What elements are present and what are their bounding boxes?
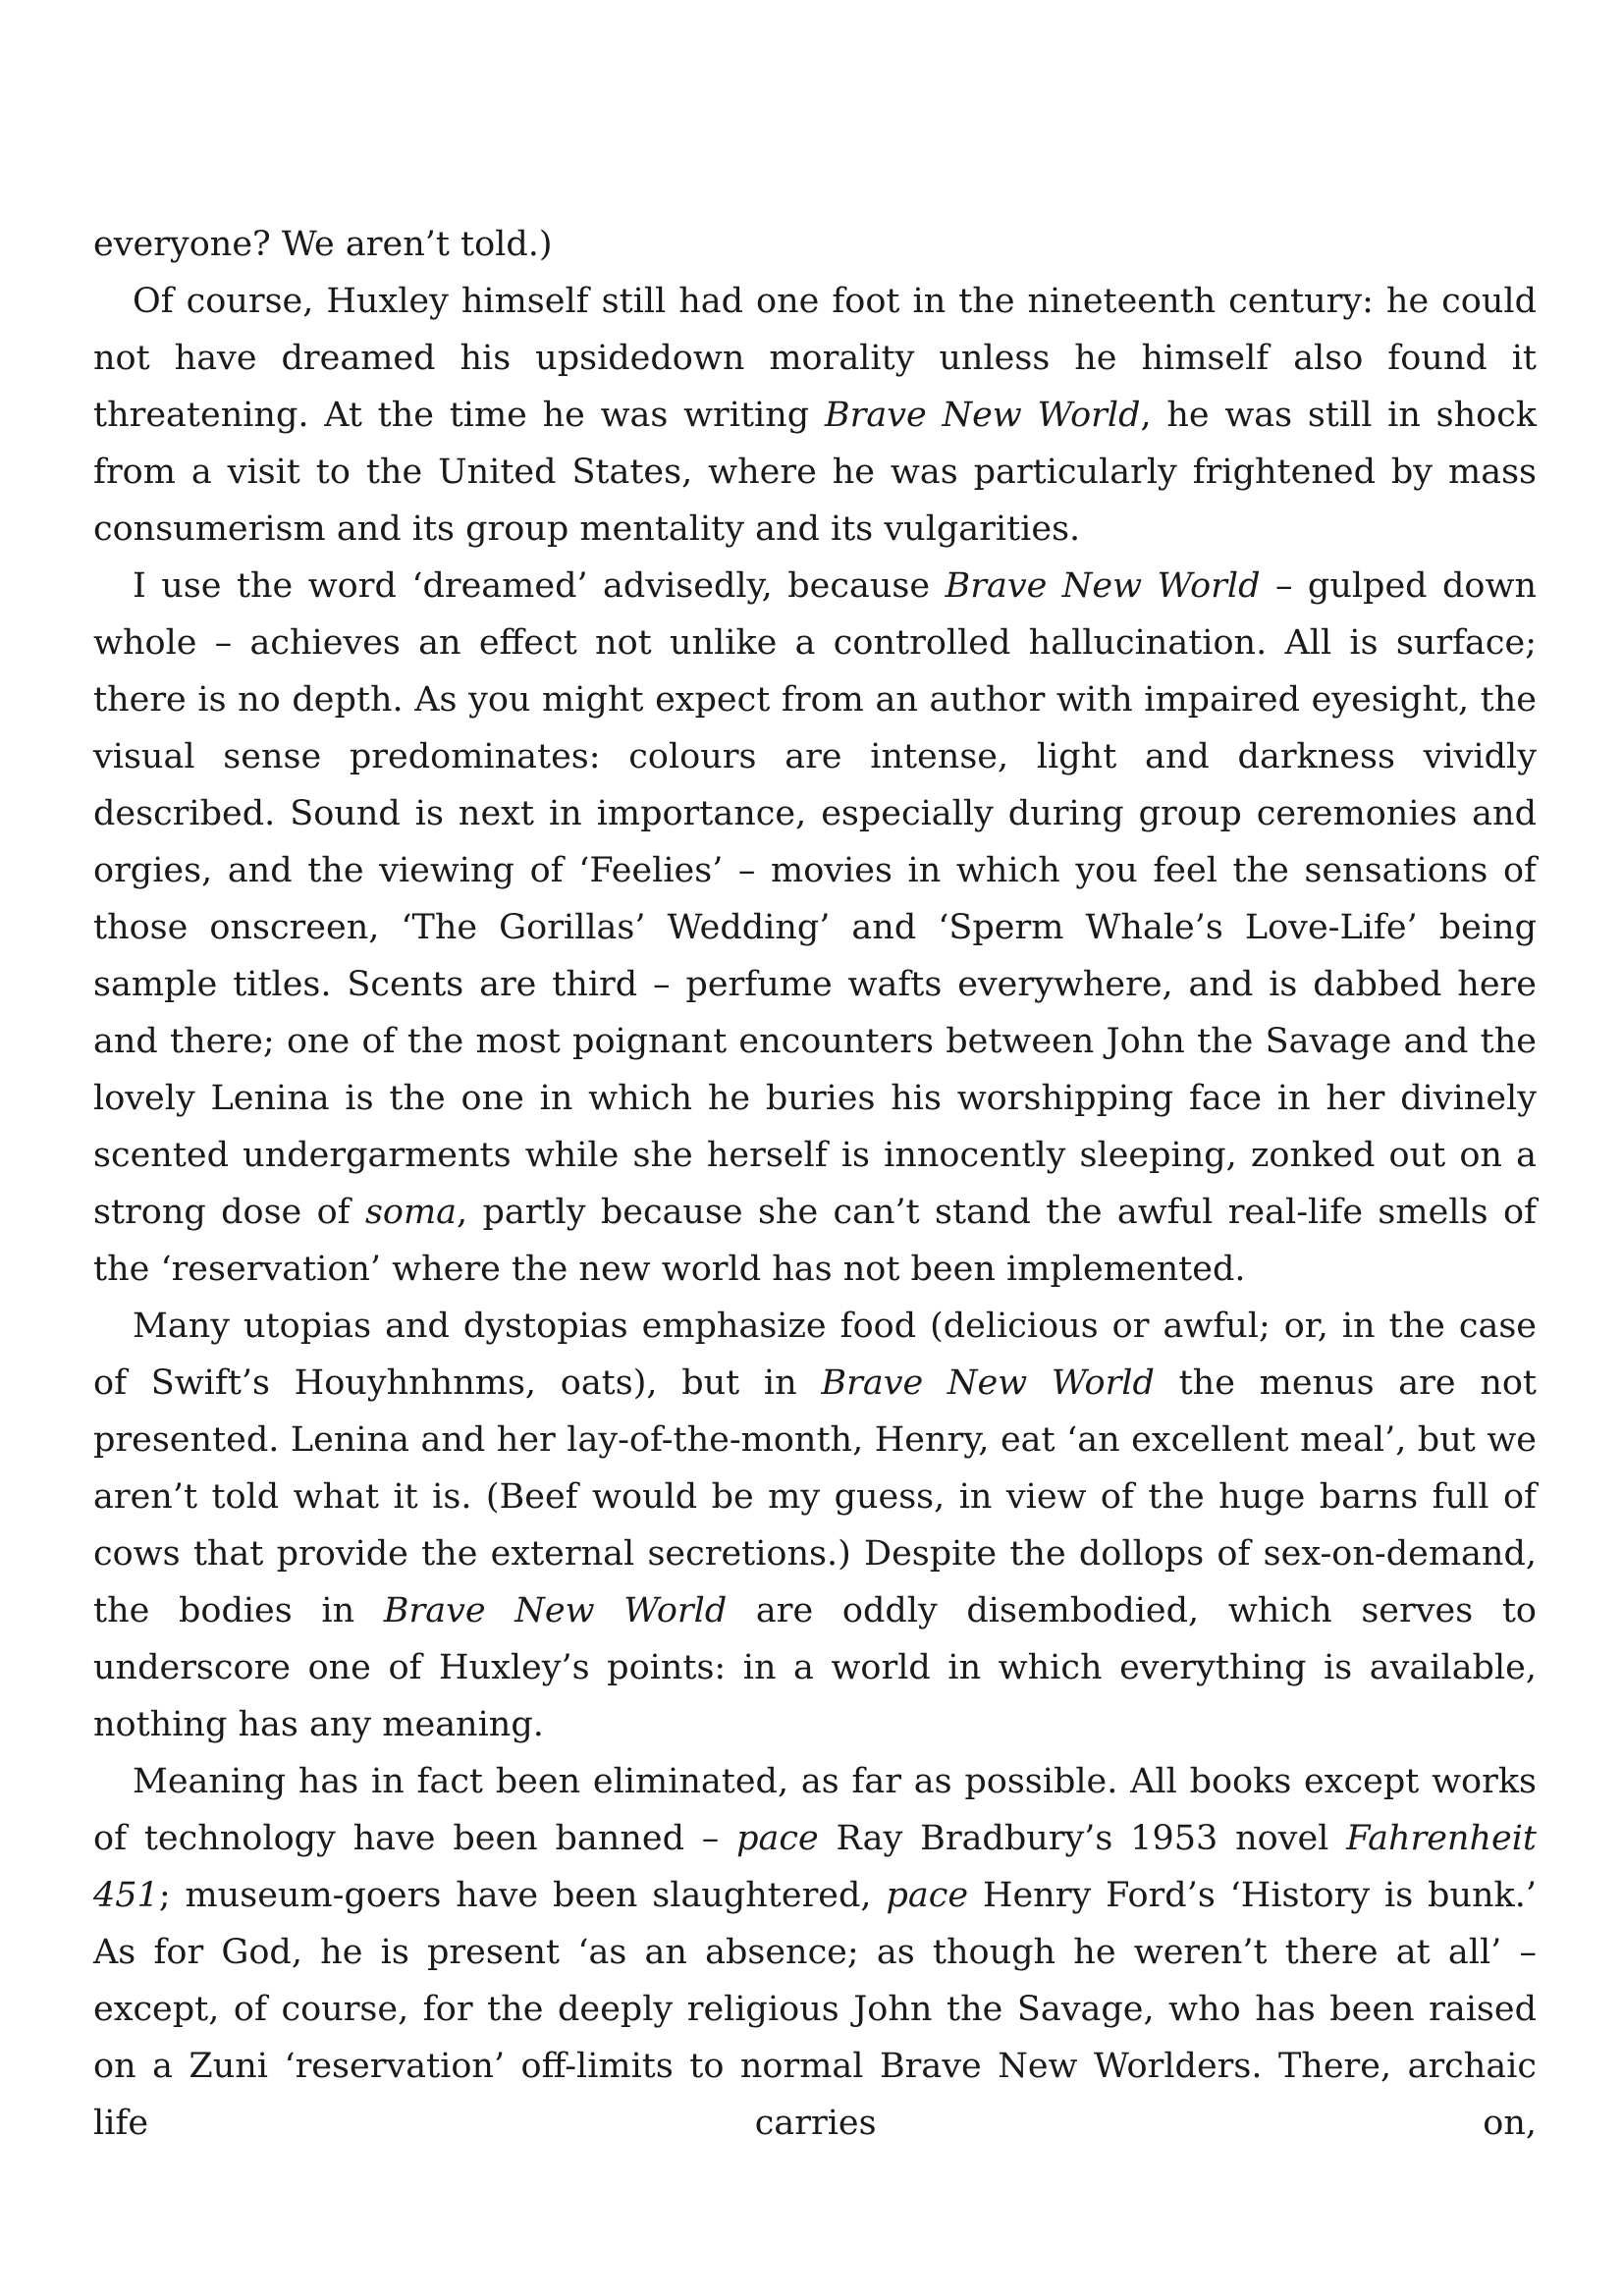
text-run: Many utopias and dystopias emphasize food (delicious or awful; or, in the case of Swift’s Houyhnhnms, oats), but in xyxy=(93,1307,1537,1403)
paragraph-1 xyxy=(93,216,1537,273)
text-run: Of course, Huxley himself still had one foot in the nineteenth century: he could not have dreamed his upsidedown morality unless he himself also found it threatening. At the time he was writing xyxy=(93,282,1537,435)
paragraph-2 xyxy=(93,273,1537,558)
text-run: I use the word ‘dreamed’ advisedly, because xyxy=(133,566,946,606)
text-run: – gulped down whole – achieves an effect not unlike a controlled hallucination. All is surface; there is no depth. As you might expect from an author with impaired eyesight, the visual sense predominates: colours are intense, light and darkness vividly described. Sound is next in importance, especially during group ceremonies and orgies, and the viewing of ‘Feelies’ – movies in which you feel the sensations of those onscreen, ‘The Gorillas’ Wedding’ and ‘Sperm Whale’s Love-Life’ being sample titles. Scents are third – perfume wafts everywhere, and is dabbed here and there; one of the most poignant encounters between John the Savage and the lovely Lenina is the one in which he buries his worshipping face in her divinely scented undergarments while she herself is innocently sleeping, zonked out on a strong dose of xyxy=(93,566,1538,1232)
paragraph-5 xyxy=(93,1753,1537,2152)
italic-title: Fahrenheit 451 xyxy=(93,1819,1537,1915)
italic-title: Brave New World xyxy=(824,396,1141,435)
italic-term: pace xyxy=(886,1876,969,1915)
text-run: , partly because she can’t stand the awful real-life smells of the ‘reservation’ where the new world has not been implemented. xyxy=(93,1193,1537,1289)
text-run: Ray Bradbury’s 1953 novel xyxy=(818,1819,1347,1858)
book-page xyxy=(93,216,1537,2152)
text-run: the menus are not presented. Lenina and her lay-of-the-month, Henry, eat ‘an excellent meal’, but we aren’t told what it is. (Beef would be my guess, in view of the huge barns full of cows that provide the external secretions.) Despite the dollops of sex-on-demand, the bodies in xyxy=(93,1363,1538,1630)
text-run: ; museum-goers have been slaughtered, xyxy=(158,1876,887,1915)
text-run: are oddly disembodied, which serves to underscore one of Huxley’s points: in a world in which everything is available, nothing has any meaning. xyxy=(93,1591,1537,1744)
italic-term: soma xyxy=(364,1193,458,1232)
paragraph-3 xyxy=(93,558,1537,1298)
paragraph-4 xyxy=(93,1298,1537,1753)
text-run: , he was still in shock from a visit to the United States, where he was particularly frightened by mass consumerism and its group mentality and its vulgarities. xyxy=(93,396,1538,549)
italic-term: pace xyxy=(736,1819,819,1858)
text-run: Henry Ford’s ‘History is bunk.’ As for God, he is present ‘as an absence; as though he weren’t there at all’ – except, of course, for the deeply religious John the Savage, who has been raised on a Zuni ‘reservation’ off-limits to normal Brave New Worlders. There, archaic life carries on, xyxy=(93,1876,1538,2143)
italic-title: Brave New World xyxy=(383,1591,728,1630)
italic-title: Brave New World xyxy=(821,1363,1155,1403)
text-run: Meaning has in fact been eliminated, as far as possible. All books except works of technology have been banned – xyxy=(93,1762,1537,1858)
italic-title: Brave New World xyxy=(945,566,1261,606)
text-run: everyone? We aren’t told.) xyxy=(93,225,553,264)
